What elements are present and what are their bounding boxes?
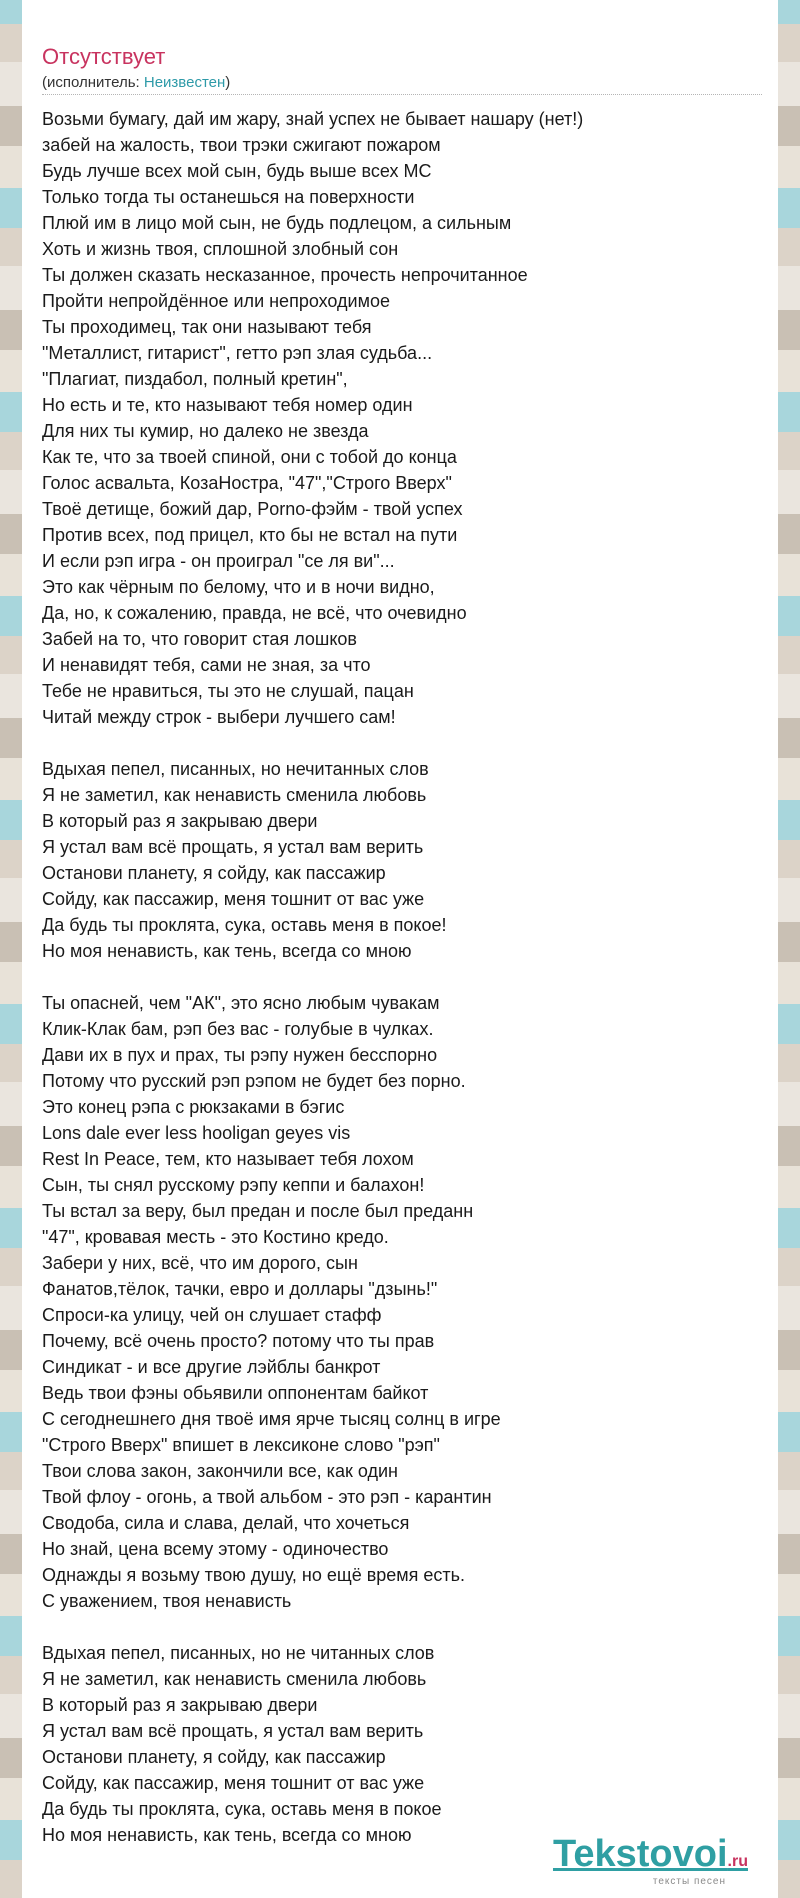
lyric-line: Почему, всё очень просто? потому что ты прав [42,1331,435,1351]
lyric-line: Я устал вам всё прощать, я устал вам верить [42,837,424,857]
lyrics-stanza [42,990,762,1614]
lyric-line: Клик-Клак бам, рэп без вас - голубые в чулках. [42,1019,434,1039]
lyric-line: Это как чёрным по белому, что и в ночи видно, [42,577,435,597]
lyric-line: Только тогда ты останешься на поверхности [42,187,415,207]
lyric-line: Но моя ненависть, как тень, всегда со мною [42,1825,412,1845]
lyric-line: Но моя ненависть, как тень, всегда со мною [42,941,412,961]
lyric-line: Да будь ты проклята, сука, оставь меня в покое! [42,915,447,935]
artist-line [42,74,230,91]
artist-prefix: (исполнитель: [42,74,144,91]
lyric-line: Твой флоу - огонь, а твой альбом - это рэп - карантин [42,1487,492,1507]
lyric-line: Возьми бумагу, дай им жару, знай успех не бывает нашару (нет!) [42,109,584,129]
lyric-line: Дави их в пух и прах, ты рэпу нужен бесспорно [42,1045,438,1065]
lyric-line: Сын, ты снял русскому рэпу кеппи и балахон! [42,1175,425,1195]
logo-name: Tekstovoi [552,1833,728,1875]
lyrics-stanza [42,106,762,730]
lyric-line: Для них ты кумир, но далеко не звезда [42,421,369,441]
lyric-line: Потому что русский рэп рэпом не будет без порно. [42,1071,466,1091]
lyric-line: Я не заметил, как ненависть сменила любовь [42,785,427,805]
lyric-line: Ты опасней, чем "АК", это ясно любым чувакам [42,993,440,1013]
lyric-line: Тебе не нравиться, ты это не слушай, пацан [42,681,414,701]
lyric-line: Читай между строк - выбери лучшего сам! [42,707,396,727]
lyric-line: Rest In Peace, тем, кто называет тебя лохом [42,1149,414,1169]
lyric-line: Как те, что за твоей спиной, они с тобой до конца [42,447,457,467]
lyric-line: "Строго Вверх" впишет в лексиконе слово "рэп" [42,1435,440,1455]
site-logo[interactable] [553,1833,748,1876]
page [22,0,778,1898]
lyric-line: Да, но, к сожалению, правда, не всё, что очевидно [42,603,467,623]
lyric-line: Сойду, как пассажир, меня тошнит от вас уже [42,889,425,909]
lyric-line: Да будь ты проклята, сука, оставь меня в покое [42,1799,442,1819]
lyric-line: Но есть и те, кто называют тебя номер один [42,395,413,415]
lyric-line: Ты проходимец, так они называют тебя [42,317,372,337]
artist-suffix: ) [225,74,231,91]
lyric-line: Твои слова закон, закончили все, как один [42,1461,398,1481]
lyric-line: Сводоба, сила и слава, делай, что хочеться [42,1513,410,1533]
lyric-line: Синдикат - и все другие лэйблы банкрот [42,1357,381,1377]
lyric-line: Это конец рэпа с рюкзаками в бэгис [42,1097,345,1117]
lyric-line: Против всех, под прицел, кто бы не встал на пути [42,525,458,545]
lyric-line: Забей на то, что говорит стая лошков [42,629,357,649]
lyric-line: Будь лучше всех мой сын, будь выше всех МС [42,161,432,181]
lyric-line: В который раз я закрываю двери [42,1695,318,1715]
lyric-line: Ты должен сказать несказанное, прочесть непрочитанное [42,265,528,285]
lyrics-stanza [42,756,762,964]
lyric-line: Хоть и жизнь твоя, сплошной злобный сон [42,239,399,259]
lyric-line: И если рэп игра - он проиграл "се ля ви"... [42,551,395,571]
lyric-line: забей на жалость, твои трэки сжигают пожаром [42,135,441,155]
lyric-line: "Плагиат, пиздабол, полный кретин", [42,369,348,389]
lyric-line: Ведь твои фэны обьявили оппонентам байкот [42,1383,429,1403]
lyric-line: Я устал вам всё прощать, я устал вам верить [42,1721,424,1741]
lyric-line: Сойду, как пассажир, меня тошнит от вас уже [42,1773,425,1793]
lyric-line: Останови планету, я сойду, как пассажир [42,863,386,883]
lyric-line: "47", кровавая месть - это Костино кредо. [42,1227,389,1247]
lyric-line: С уважением, твоя ненависть [42,1591,292,1611]
lyric-line: Голос асвальта, КозаНостра, "47","Строго Вверх" [42,473,452,493]
lyric-line: Но знай, цена всему этому - одиночество [42,1539,389,1559]
lyric-line: Твоё детище, божий дар, Porno-фэйм - твой успех [42,499,463,519]
lyric-line: Пройти непройдённое или непроходимое [42,291,391,311]
lyric-line: Я не заметил, как ненависть сменила любовь [42,1669,427,1689]
lyric-line: "Металлист, гитарист", гетто рэп злая судьба... [42,343,433,363]
lyric-line: Плюй им в лицо мой сын, не будь подлецом, а сильным [42,213,512,233]
lyric-line: Спроси-ка улицу, чей он слушает стафф [42,1305,382,1325]
lyrics-stanza [42,1640,762,1848]
lyrics-body [42,106,762,1874]
lyric-line: Ты встал за веру, был предан и после был преданн [42,1201,474,1221]
song-title: Отсутствует [42,44,166,69]
title-divider [42,94,762,95]
lyric-line: Фанатов,тёлок, тачки, евро и доллары "дзынь!" [42,1279,438,1299]
lyric-line: В который раз я закрываю двери [42,811,318,831]
lyric-line: Однажды я возьму твою душу, но ещё время есть. [42,1565,466,1585]
lyric-line: Lons dale ever less hooligan geyes vis [42,1123,351,1143]
artist-link[interactable]: Неизвестен [143,74,226,91]
lyric-line: Останови планету, я сойду, как пассажир [42,1747,386,1767]
lyric-line: Забери у них, всё, что им дорого, сын [42,1253,358,1273]
lyric-line: Вдыхая пепел, писанных, но не читанных слов [42,1643,435,1663]
logo-tagline: тексты песен [652,1876,726,1887]
logo-tld: .ru [727,1853,748,1870]
lyric-line: И ненавидят тебя, сами не зная, за что [42,655,371,675]
lyric-line: С сегоднешнего дня твоё имя ярче тысяц солнц в игре [42,1409,501,1429]
lyric-line: Вдыхая пепел, писанных, но нечитанных слов [42,759,429,779]
